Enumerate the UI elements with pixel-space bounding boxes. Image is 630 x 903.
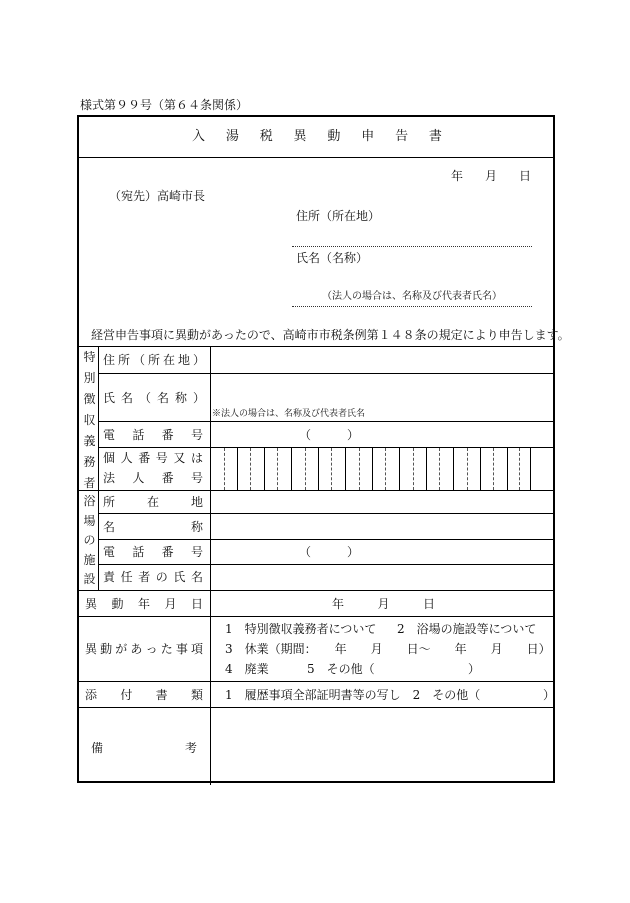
facility-group-label: 浴 場 の 施 設 [83, 494, 96, 586]
change-date-label: 異 動 年 月 日 [85, 597, 203, 611]
facility-phone-label: 電 話 番 号 [103, 545, 203, 559]
corp-note: （法人の場合は、名称及び代表者氏名） [322, 291, 502, 302]
submission-date: 年 月 日 [451, 169, 531, 183]
remarks-label: 備 考 [91, 741, 197, 755]
obligor-phone-label: 電 話 番 号 [103, 428, 203, 442]
name-label: 氏名（名称） [296, 251, 369, 265]
obligor-phone-value: （ ） [299, 428, 360, 442]
form-number: 様式第９９号（第６４条関係） [80, 98, 249, 112]
address-label: 住所（所在地） [296, 209, 381, 223]
item-2: 2 浴場の施設等について [397, 622, 537, 636]
change-date-value: 年 月 日 [332, 597, 435, 611]
manager-name-label: 責 任 者 の 氏 名 [103, 570, 203, 584]
obligor-address-label: 住所（所在地） [103, 353, 209, 367]
item-3: 3 休業（期間： 年 月 日〜 年 月 日） [225, 642, 551, 656]
attachments-items: 1 履歴事項全部証明書等の写し 2 その他（ [225, 688, 481, 702]
item-4: 4 廃業 [225, 662, 269, 676]
id-number-label-line1: 個 人 番 号 又 は [103, 451, 203, 465]
attachments-label: 添 付 書 類 [85, 688, 203, 702]
item-5-close: ） [468, 662, 481, 676]
attachments-close: ） [543, 688, 556, 702]
item-5: 5 その他（ [307, 662, 375, 676]
item-1: 1 特別徴収義務者について [225, 622, 377, 636]
address-line [292, 246, 532, 247]
facility-location-label: 所 在 地 [103, 495, 203, 509]
obligor-name-note: ※法人の場合は、名称及び代表者氏名 [212, 409, 366, 419]
obligor-name-label: 氏名（名称） [103, 391, 212, 405]
form-frame [77, 115, 570, 783]
facility-name-label: 名 称 [103, 520, 203, 534]
remarks-field[interactable] [211, 708, 553, 781]
addressee: （宛先）高崎市長 [109, 189, 206, 203]
form-title: 入 湯 税 異 動 申 告 書 [192, 129, 442, 144]
change-items-label: 異 動 が あ っ た 事 項 [85, 642, 203, 656]
declaration-text: 経営申告事項に異動があったので、高崎市市税条例第１４８条の規定により申告します。 [91, 328, 570, 342]
name-line [292, 306, 532, 307]
obligor-group-label: 特 別 徴 収 義 務 者 [83, 350, 96, 490]
id-number-label-line2: 法 人 番 号 [103, 471, 203, 485]
facility-phone-value: （ ） [299, 545, 360, 559]
